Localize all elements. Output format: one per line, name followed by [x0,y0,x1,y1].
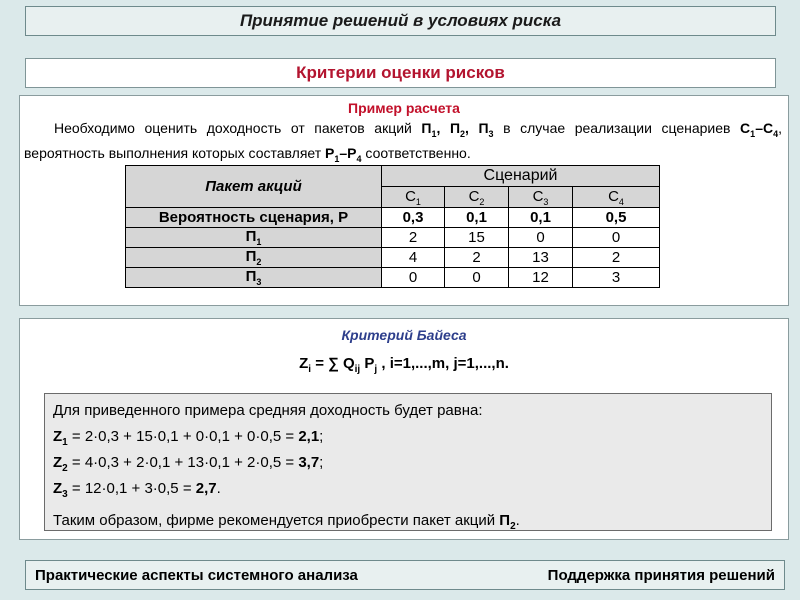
result-line: $Z_3 = 12\cdot 0,1 + 3\cdot 0,5 = 2,7$. [53,480,221,500]
header-package: Пакет акций [126,166,382,208]
bayes-panel [19,318,789,540]
package-label: $П_2$ [126,248,382,268]
table-row [126,268,660,288]
package-label: $П_3$ [126,268,382,288]
scenario-header: $С_2$ [445,187,509,208]
table-cell: 15 [445,228,509,248]
header-scenario: Сценарий [382,166,660,187]
probability-cell: 0,1 [509,208,573,228]
example-description: Необходимо оценить доходность от пакетов акций $П_1$, $П_2$, $П_3$ в случае реализации сценариев $С_1-С_4$, вероятность выполнения которых составляет $Р_1-Р_4$ соответственно. [24,120,782,164]
table-cell: 12 [509,268,573,288]
table-cell: 0 [445,268,509,288]
result-intro: Для приведенного примера средняя доходность будет равна: [53,402,483,419]
slide-title: Принятие решений в условиях риска [25,6,776,36]
table-cell: 4 [382,248,445,268]
table-cell: 2 [445,248,509,268]
table-cell: 3 [573,268,660,288]
section-title: Критерии оценки рисков [25,58,776,88]
probability-cell: 0,3 [382,208,445,228]
probability-cell: 0,1 [445,208,509,228]
footer-left: Практические аспекты системного анализа [35,566,358,584]
scenario-header: $С_1$ [382,187,445,208]
probability-cell: 0,5 [573,208,660,228]
footer-bar [25,560,785,590]
bayes-formula: $Z_i$ = ∑ $Q_{ij}$ $P_j$ , i=1,...,m, j=1,...,n. [299,355,509,375]
table-cell: 0 [573,228,660,248]
example-panel [19,95,789,306]
result-conclusion: Таким образом, фирме рекомендуется приобрести пакет акций $П_2$. [53,512,520,532]
package-label: $П_1$ [126,228,382,248]
table-cell: 0 [509,228,573,248]
table-cell: 13 [509,248,573,268]
table-cell: 2 [382,228,445,248]
example-title: Пример расчета [348,100,460,116]
scenario-header: $С_4$ [573,187,660,208]
table-cell: 0 [382,268,445,288]
table-row [126,248,660,268]
result-line: $Z_1 = 2\cdot 0,3 + 15\cdot 0,1 + 0\cdot 0,1 + 0\cdot 0,5 = 2,1$; [53,428,324,448]
table-row [126,228,660,248]
table-row [126,208,660,228]
probability-label: Вероятность сценария, Р [126,208,382,228]
table-cell: 2 [573,248,660,268]
result-box [44,393,772,531]
footer-right: Поддержка принятия решений [547,566,775,584]
scenario-header: $С_3$ [509,187,573,208]
bayes-title: Критерий Байеса [341,327,467,343]
returns-table [125,165,660,288]
result-line: $Z_2 = 4\cdot 0,3 + 2\cdot 0,1 + 13\cdot 0,1 + 2\cdot 0,5 = 3,7$; [53,454,324,474]
